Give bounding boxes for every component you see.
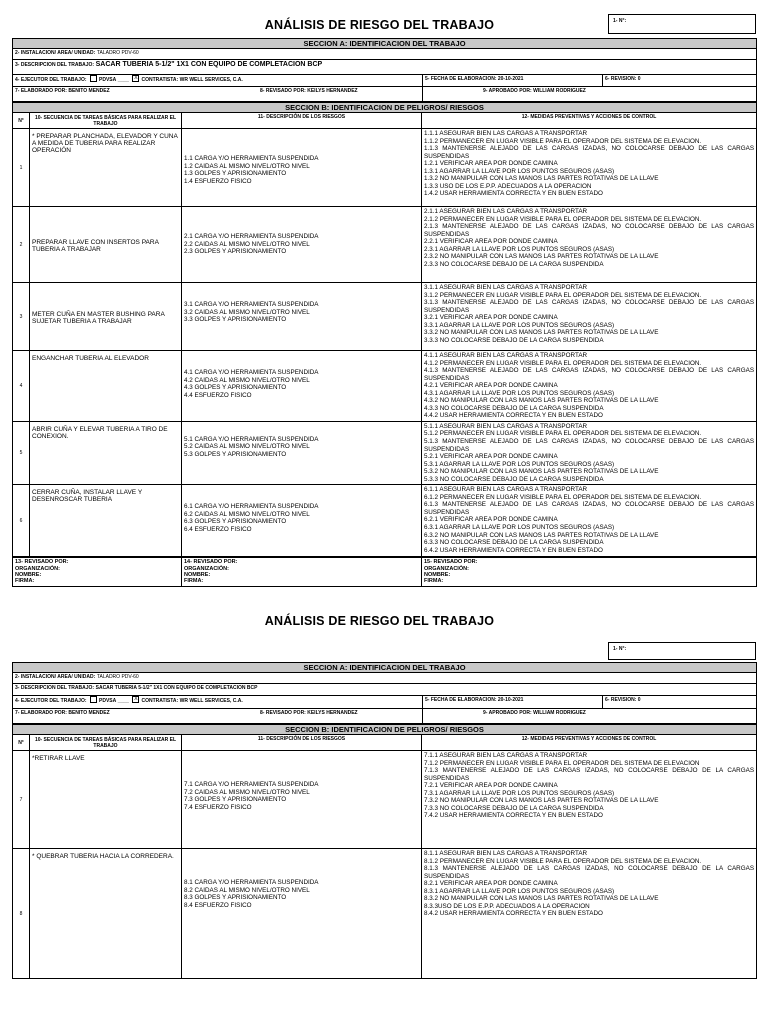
signature-field-org[interactable]: ORGANIZACIÓN: <box>15 565 60 572</box>
measure-item: 7.4.2 USAR HERRAMIENTA CORRECTA Y EN BUEN ESTADO <box>424 812 603 820</box>
measure-item: 7.3.2 NO MANIPULAR CON LAS MANOS LAS PARTES ROTATIVAS DE LA LLAVE <box>424 797 659 805</box>
revision-cell: 6- REVISION: 0 <box>603 75 757 87</box>
date-cell-2: 5- FECHA DE ELABORACION: 20-10-2021 <box>423 696 603 709</box>
review-footer <box>12 557 757 586</box>
row-number: 6 <box>13 485 30 557</box>
row-number: 7 <box>13 751 30 849</box>
row-number: 4 <box>13 351 30 422</box>
risk-list <box>182 485 422 557</box>
page-title: ANÁLISIS DE RIESGO DEL TRABAJO <box>264 18 495 32</box>
risk-item: 2.2 CAIDAS AL MISMO NIVEL/OTRO NIVEL <box>184 240 310 248</box>
col-header-n: N° <box>13 735 30 751</box>
risk-item: 7.3 GOLPES Y APRISIONAMIENTO <box>184 796 287 804</box>
measure-item: 7.2.1 VERIFICAR AREA POR DONDE CAMINA <box>424 782 558 790</box>
risk-item: 6.3 GOLPES Y APRISIONAMIENTO <box>184 518 287 526</box>
risk-item: 1.4 ESFUERZO FISICO <box>184 177 252 185</box>
measure-item: 2.1.2 PERMANECER EN LUGAR VISIBLE PARA EL OPERADOR DEL SISTEMA DE ELEVACION. <box>424 215 702 223</box>
row-number: 8 <box>13 849 30 979</box>
risk-item: 1.2 CAIDAS AL MISMO NIVEL/OTRO NIVEL <box>184 162 310 170</box>
reviewed-by-text: 8- REVISADO POR: KEILYS HERNANDEZ <box>260 88 358 94</box>
executor-label: 4- EJECUTOR DEL TRABAJO: <box>15 76 87 83</box>
row-number: 2 <box>13 207 30 283</box>
pdvsa-label: PDVSA <box>99 697 117 704</box>
measure-item: 3.3.2 NO MANIPULAR CON LAS MANOS LAS PARTES ROTATIVAS DE LA LLAVE <box>424 329 659 337</box>
measure-item: 4.2.1 VERIFICAR AREA POR DONDE CAMINA <box>424 382 558 390</box>
risk-item: 8.3 GOLPES Y APRISIONAMIENTO <box>184 894 287 902</box>
measure-item: 1.4.2 USAR HERRAMIENTA CORRECTA Y EN BUEN ESTADO <box>424 190 603 198</box>
page-title-2: ANÁLISIS DE RIESGO DEL TRABAJO <box>264 614 495 628</box>
risk-item: 5.3 GOLPES Y APRISIONAMIENTO <box>184 451 287 459</box>
section-b-heading: SECCION B: IDENTIFICACION DE PELIGROS/ RIESGOS <box>13 103 757 113</box>
table-row <box>13 849 757 979</box>
risk-item: 6.2 CAIDAS AL MISMO NIVEL/OTRO NIVEL <box>184 510 310 518</box>
task-description: CERRAR CUÑA, INSTALAR LLAVE Y DESENROSCAR TUBERIA <box>30 485 182 557</box>
task-description: * QUEBRAR TUBERIA HACIA LA CORREDERA. <box>30 849 182 979</box>
pdvsa-checkbox[interactable] <box>90 75 97 82</box>
signature-field-sign[interactable]: FIRMA: <box>184 578 204 585</box>
measure-item: 6.3.2 NO MANIPULAR CON LAS MANOS LAS PARTES ROTATIVAS DE LA LLAVE <box>424 531 659 539</box>
risk-item: 4.1 CARGA Y/O HERRAMIENTA SUSPENDIDA <box>184 369 319 376</box>
installation-row-2 <box>13 673 757 684</box>
signature-field-h: 15- REVISADO POR: <box>424 559 478 566</box>
table-row <box>13 283 757 351</box>
measure-item: 8.3.1 AGARRAR LA LLAVE POR LOS PUNTOS SEGUROS (ASAS) <box>424 887 615 895</box>
risk-list <box>182 751 422 849</box>
risk-item: 1.1 CARGA Y/O HERRAMIENTA SUSPENDIDA <box>184 155 319 162</box>
risk-list <box>182 283 422 351</box>
measure-item: 8.1.2 PERMANECER EN LUGAR VISIBLE PARA EL OPERADOR DEL SISTEMA DE ELEVACION. <box>424 857 702 865</box>
risk-item: 8.1 CARGA Y/O HERRAMIENTA SUSPENDIDA <box>184 879 319 886</box>
measure-item: 6.4.2 USAR HERRAMIENTA CORRECTA Y EN BUEN ESTADO <box>424 546 603 554</box>
signature-field-org[interactable]: ORGANIZACIÓN: <box>184 565 229 572</box>
measure-item: 1.3.2 NO MANIPULAR CON LAS MANOS LAS PARTES ROTATIVAS DE LA LLAVE <box>424 175 659 183</box>
risk-item: 6.1 CARGA Y/O HERRAMIENTA SUSPENDIDA <box>184 503 319 511</box>
description-value: SACAR TUBERIA 5-1/2" 1X1 CON EQUIPO DE COMPLETACION BCP <box>95 61 323 68</box>
col-header-risks: 11- DESCRIPCIÓN DE LOS RIESGOS <box>182 113 422 129</box>
description-label: 3- DESCRIPCION DEL TRABAJO: <box>15 685 95 691</box>
risk-item: 6.4 ESFUERZO FISICO <box>184 525 252 533</box>
date-cell: 5- FECHA DE ELABORACION: 20-10-2021 <box>423 75 603 87</box>
measure-item: 2.2.1 VERIFICAR AREA POR DONDE CAMINA <box>424 238 558 246</box>
signature-field-name[interactable]: NOMBRE: <box>424 571 451 578</box>
risk-item: 8.2 CAIDAS AL MISMO NIVEL/OTRO NIVEL <box>184 886 310 894</box>
pdvsa-blank: ____ <box>117 697 129 704</box>
approved-by-cell-2: 9- APROBADO POR: WILLIAM RODRIGUEZ <box>423 709 757 724</box>
description-label: 3- DESCRIPCION DEL TRABAJO: <box>15 62 95 68</box>
risk-item: 7.4 ESFUERZO FISICO <box>184 803 252 811</box>
description-row <box>13 60 757 75</box>
signature-field-sign[interactable]: FIRMA: <box>424 578 444 585</box>
measure-item: 8.3.2 NO MANIPULAR CON LAS MANOS LAS PARTES ROTATIVAS DE LA LLAVE <box>424 895 659 903</box>
measure-item: 6.3.1 AGARRAR LA LLAVE POR LOS PUNTOS SEGUROS (ASAS) <box>424 524 615 532</box>
task-description: ENGANCHAR TUBERIA AL ELEVADOR <box>30 351 182 422</box>
contractor-checkbox[interactable]: X <box>134 75 138 81</box>
description-row-2 <box>13 684 757 696</box>
measure-item: 8.1.3 MANTENERSE ALEJADO DE LAS CARGAS IZADAS, NO COLOCARSE DEBAJO DE LA CARGAS SUSPENDIDAS <box>424 865 755 880</box>
section-a-heading: SECCION A: IDENTIFICACION DEL TRABAJO <box>13 39 757 49</box>
executor-cell-2 <box>13 696 423 709</box>
risk-item: 1.3 GOLPES Y APRISIONAMIENTO <box>184 170 287 178</box>
col-header-risks: 11- DESCRIPCIÓN DE LOS RIESGOS <box>182 735 422 751</box>
measure-item: 2.3.2 NO MANIPULAR CON LAS MANOS LAS PARTES ROTATIVAS DE LA LLAVE <box>424 253 659 261</box>
measure-item: 7.1.3 MANTENERSE ALEJADO DE LAS CARGAS IZADAS, NO COLOCARSE DEBAJO DE LA CARGAS SUSPENDIDAS <box>424 767 755 782</box>
measure-item: 8.1.1 ASEGURAR BIEN LAS CARGAS A TRANSPORTAR <box>424 850 588 857</box>
risk-list <box>182 351 422 422</box>
measure-item: 5.1.3 MANTENERSE ALEJADO DE LAS CARGAS IZADAS, NO COLOCARSE DEBAJO DE LAS CARGAS SUSPENDIDAS <box>424 438 755 453</box>
measure-item: 7.3.1 AGARRAR LA LLAVE POR LOS PUNTOS SEGUROS (ASAS) <box>424 789 615 797</box>
task-description: PREPARAR LLAVE CON INSERTOS PARA TUBERIA A TRABAJAR <box>30 207 182 283</box>
row-number: 3 <box>13 283 30 351</box>
measure-item: 1.1.3 MANTENERSE ALEJADO DE LAS CARGAS IZADAS, NO COLOCARSE DEBAJO DE LAS CARGAS SUSPENDIDAS <box>424 145 755 160</box>
measure-item: 4.1.1 ASEGURAR BIEN LAS CARGAS A TRANSPORTAR <box>424 352 588 359</box>
prepared-by-cell <box>13 87 423 102</box>
pdvsa-blank: ____ <box>117 76 129 83</box>
installation-row <box>13 49 757 60</box>
approved-by-cell: 9- APROBADO POR: WILLIAM RODRIGUEZ <box>423 87 757 102</box>
installation-label: 2- INSTALACION/ AREA/ UNIDAD: <box>15 50 96 56</box>
measure-item: 4.1.2 PERMANECER EN LUGAR VISIBLE PARA EL OPERADOR DEL SISTEMA DE ELEVACION. <box>424 359 702 367</box>
installation-label: 2- INSTALACION/ AREA/ UNIDAD: <box>15 674 96 680</box>
measure-item: 1.3.3 USO DE LOS E.P.P. ADECUADOS A LA OPERACION <box>424 182 592 190</box>
installation-value: TALADRO PDV-60 <box>96 674 139 680</box>
table-row <box>13 207 757 283</box>
measures-list <box>422 849 757 979</box>
prepared-by-text: 7- ELABORADO POR: BENITO MENDEZ <box>15 710 110 716</box>
measures-list <box>422 283 757 351</box>
risk-item: 2.3 GOLPES Y APRISIONAMIENTO <box>184 248 287 256</box>
risk-item: 3.2 CAIDAS AL MISMO NIVEL/OTRO NIVEL <box>184 308 310 316</box>
prepared-by-text: 7- ELABORADO POR: BENITO MENDEZ <box>15 88 110 94</box>
measure-item: 2.3.1 AGARRAR LA LLAVE POR LOS PUNTOS SEGUROS (ASAS) <box>424 245 615 253</box>
risk-table-1 <box>12 102 757 557</box>
executor-label: 4- EJECUTOR DEL TRABAJO: <box>15 697 87 704</box>
measures-list <box>422 351 757 422</box>
measure-item: 2.3.3 NO COLOCARSE DEBAJO DE LA CARGA SUSPENDIDA <box>424 260 604 268</box>
measure-item: 3.1.3 MANTENERSE ALEJADO DE LAS CARGAS IZADAS, NO COLOCARSE DEBAJO DE LAS CARGAS SUSPENDIDAS <box>424 299 755 314</box>
col-header-n: N° <box>13 113 30 129</box>
reviewed-by-text: 8- REVISADO POR: KEILYS HERNANDEZ <box>260 710 358 716</box>
measures-list <box>422 129 757 207</box>
section-b-heading-2: SECCION B: IDENTIFICACION DE PELIGROS/ RIESGOS <box>13 725 757 735</box>
section-a-heading-2: SECCION A: IDENTIFICACION DEL TRABAJO <box>13 663 757 673</box>
page-2 <box>12 610 756 979</box>
row-number: 5 <box>13 421 30 484</box>
measure-item: 6.1.3 MANTENERSE ALEJADO DE LAS CARGAS IZADAS, NO COLOCARSE DEBAJO DE LAS CARGAS SUSPENDIDAS <box>424 501 755 516</box>
header-table <box>12 38 757 102</box>
header-table-2 <box>12 662 757 724</box>
page-1 <box>12 14 756 587</box>
contractor-label: CONTRATISTA: WR WELL SERVICES, C.A. <box>141 76 243 83</box>
pdvsa-checkbox[interactable] <box>90 696 97 703</box>
risk-list <box>182 849 422 979</box>
measure-item: 3.3.1 AGARRAR LA LLAVE POR LOS PUNTOS SEGUROS (ASAS) <box>424 321 615 329</box>
risk-item: 8.4 ESFUERZO FISICO <box>184 901 252 909</box>
measure-item: 1.2.1 VERIFICAR AREA POR DONDE CAMINA <box>424 160 558 168</box>
measure-item: 1.1.1 ASEGURAR BIEN LAS CARGAS A TRANSPORTAR <box>424 130 588 137</box>
risk-item: 4.2 CAIDAS AL MISMO NIVEL/OTRO NIVEL <box>184 376 310 384</box>
risk-item: 4.4 ESFUERZO FISICO <box>184 391 252 399</box>
table-row <box>13 751 757 849</box>
contractor-checkbox[interactable]: X <box>134 696 138 702</box>
signature-field-org[interactable]: ORGANIZACIÓN: <box>424 565 469 572</box>
task-description: * PREPARAR PLANCHADA, ELEVADOR Y CUNA A MEDIDA DE TUBERIA PARA REALIZAR OPERACIÓN <box>30 129 182 207</box>
signature-field-name[interactable]: NOMBRE: <box>184 571 211 578</box>
measure-item: 4.3.3 NO COLOCARSE DEBAJO DE LA CARGA SUSPENDIDA <box>424 404 604 412</box>
table-row <box>13 351 757 422</box>
risk-item: 4.3 GOLPES Y APRISIONAMIENTO <box>184 384 287 392</box>
measure-item: 5.3.2 NO MANIPULAR CON LAS MANOS LAS PARTES ROTATIVAS DE LA LLAVE <box>424 468 659 476</box>
signature-field-name[interactable]: NOMBRE: <box>15 571 42 578</box>
description-value: SACAR TUBERIA 5-1/2" 1X1 CON EQUIPO DE COMPLETACION BCP <box>95 685 258 691</box>
measure-item: 5.3.3 NO COLOCARSE DEBAJO DE LA CARGA SUSPENDIDA <box>424 475 604 483</box>
measure-item: 6.2.1 VERIFICAR AREA POR DONDE CAMINA <box>424 516 558 524</box>
table-row <box>13 485 757 557</box>
col-header-sequence: 10- SECUENCIA DE TAREAS BÁSICAS PARA REALIZAR EL TRABAJO <box>30 735 182 751</box>
measure-item: 4.3.2 NO MANIPULAR CON LAS MANOS LAS PARTES ROTATIVAS DE LA LLAVE <box>424 397 659 405</box>
measures-list <box>422 485 757 557</box>
col-header-measures: 12- MEDIDAS PREVENTIVAS Y ACCIONES DE CONTROL <box>422 113 757 129</box>
document-number-field[interactable]: 1- N°: <box>608 14 756 34</box>
measure-item: 8.2.1 VERIFICAR AREA POR DONDE CAMINA <box>424 880 558 888</box>
risk-item: 2.1 CARGA Y/O HERRAMIENTA SUSPENDIDA <box>184 233 319 240</box>
signature-field-h: 14- REVISADO POR: <box>184 559 238 566</box>
measure-item: 8.3.3USO DE LOS E.P.P. ADECUADOS A LA OPERACION <box>424 902 590 910</box>
installation-value: TALADRO PDV-60 <box>96 50 139 56</box>
revision-cell-2: 6- REVISION: 0 <box>603 696 757 709</box>
risk-item: 5.2 CAIDAS AL MISMO NIVEL/OTRO NIVEL <box>184 443 310 451</box>
task-description: ABRIR CUÑA Y ELEVAR TUBERIA A TIRO DE CONEXION. <box>30 421 182 484</box>
executor-cell <box>13 75 423 87</box>
task-description: *RETIRAR LLAVE <box>30 751 182 849</box>
review-signature-block <box>182 558 422 586</box>
measure-item: 2.1.1 ASEGURAR BIEN LAS CARGAS A TRANSPORTAR <box>424 208 588 215</box>
measure-item: 5.1.2 PERMANECER EN LUGAR VISIBLE PARA EL OPERADOR DEL SISTEMA DE ELEVACION. <box>424 430 702 438</box>
measure-item: 6.1.1 ASEGURAR BIEN LAS CARGAS A TRANSPORTAR <box>424 486 588 494</box>
risk-item: 5.1 CARGA Y/O HERRAMIENTA SUSPENDIDA <box>184 435 319 443</box>
risk-item: 3.1 CARGA Y/O HERRAMIENTA SUSPENDIDA <box>184 301 319 308</box>
risk-list <box>182 421 422 484</box>
risk-item: 3.3 GOLPES Y APRISIONAMIENTO <box>184 316 287 324</box>
measures-list <box>422 207 757 283</box>
signature-field-sign[interactable]: FIRMA: <box>15 578 35 585</box>
row-number: 1 <box>13 129 30 207</box>
measure-item: 6.1.2 PERMANECER EN LUGAR VISIBLE PARA EL OPERADOR DEL SISTEMA DE ELEVACION. <box>424 493 702 501</box>
measure-item: 4.1.3 MANTENERSE ALEJADO DE LAS CARGAS IZADAS, NO COLOCARSE DEBAJO DE LAS CARGAS SUSPENDIDAS <box>424 367 755 382</box>
measure-item: 8.4.2 USAR HERRAMIENTA CORRECTA Y EN BUEN ESTADO <box>424 910 603 918</box>
review-signature-block <box>422 558 757 586</box>
measure-item: 7.1.1 ASEGURAR BIEN LAS CARGAS A TRANSPORTAR <box>424 752 588 759</box>
measure-item: 6.3.3 NO COLOCARSE DEBAJO DE LA CARGA SUSPENDIDA <box>424 539 604 547</box>
risk-list <box>182 207 422 283</box>
measure-item: 2.1.3 MANTENERSE ALEJADO DE LAS CARGAS IZADAS, NO COLOCARSE DEBAJO DE LAS CARGAS SUSPENDIDAS <box>424 223 755 238</box>
measure-item: 3.1.2 PERMANECER EN LUGAR VISIBLE PARA EL OPERADOR DEL SISTEMA DE ELEVACION. <box>424 291 702 299</box>
measure-item: 7.1.2 PERMANECER EN LUGAR VISIBLE PARA EL OPERADOR DEL SISTEMA DE ELEVACION <box>424 759 700 767</box>
measure-item: 4.3.1 AGARRAR LA LLAVE POR LOS PUNTOS SEGUROS (ASAS) <box>424 389 615 397</box>
contractor-label: CONTRATISTA: WR WELL SERVICES, C.A. <box>141 697 243 704</box>
measure-item: 5.2.1 VERIFICAR AREA POR DONDE CAMINA <box>424 453 558 461</box>
measure-item: 3.3.3 NO COLOCARSE DEBAJO DE LA CARGA SUSPENDIDA <box>424 336 604 344</box>
measure-item: 7.3.3 NO COLOCARSE DEBAJO DE LA CARGA SUSPENDIDA <box>424 804 604 812</box>
measure-item: 5.1.1 ASEGURAR BIEN LAS CARGAS A TRANSPORTAR <box>424 422 588 430</box>
table-row <box>13 421 757 484</box>
prepared-by-cell-2 <box>13 709 423 724</box>
review-signature-block <box>13 558 182 586</box>
measure-item: 3.2.1 VERIFICAR AREA POR DONDE CAMINA <box>424 314 558 322</box>
measures-list <box>422 751 757 849</box>
pdvsa-label: PDVSA <box>99 76 117 83</box>
measure-item: 5.3.1 AGARRAR LA LLAVE POR LOS PUNTOS SEGUROS (ASAS) <box>424 460 615 468</box>
measure-item: 1.3.1 AGARRAR LA LLAVE POR LOS PUNTOS SEGUROS (ASAS) <box>424 167 615 175</box>
signature-field-h: 13- REVISADO POR: <box>15 559 69 566</box>
risk-list <box>182 129 422 207</box>
measures-list <box>422 421 757 484</box>
risk-table-2 <box>12 724 757 979</box>
task-description: METER CUÑA EN MASTER BUSHING PARA SUJETAR TUBERIA A TRABAJAR <box>30 283 182 351</box>
measure-item: 3.1.1 ASEGURAR BIEN LAS CARGAS A TRANSPORTAR <box>424 284 588 291</box>
col-header-measures: 12- MEDIDAS PREVENTIVAS Y ACCIONES DE CONTROL <box>422 735 757 751</box>
table-row <box>13 129 757 207</box>
risk-item: 7.2 CAIDAS AL MISMO NIVEL/OTRO NIVEL <box>184 788 310 796</box>
col-header-sequence: 10- SECUENCIA DE TAREAS BÁSICAS PARA REALIZAR EL TRABAJO <box>30 113 182 129</box>
document-number-field-2[interactable]: 1- N°: <box>608 642 756 660</box>
measure-item: 4.4.2 USAR HERRAMIENTA CORRECTA Y EN BUEN ESTADO <box>424 412 603 420</box>
measure-item: 1.1.2 PERMANECER EN LUGAR VISIBLE PARA EL OPERADOR DEL SISTEMA DE ELEVACION. <box>424 137 702 145</box>
risk-item: 7.1 CARGA Y/O HERRAMIENTA SUSPENDIDA <box>184 781 319 788</box>
